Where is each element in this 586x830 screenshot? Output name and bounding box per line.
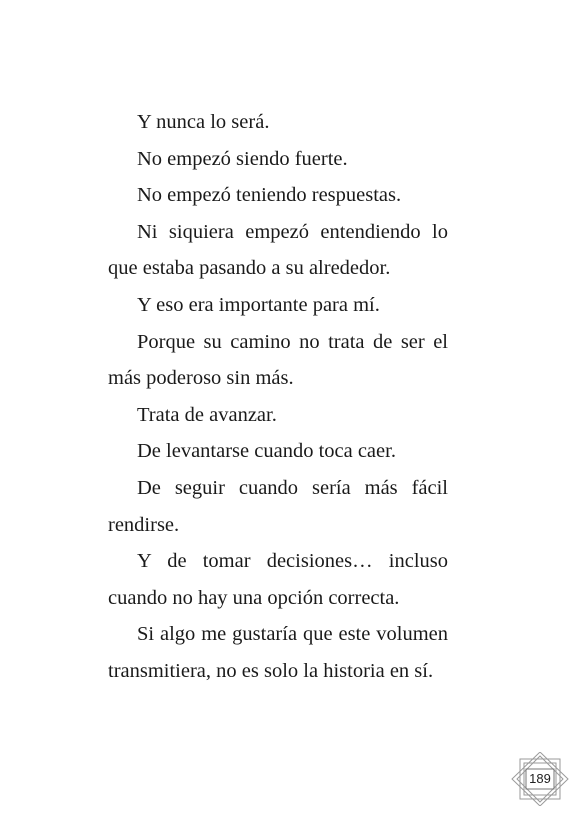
paragraph: Trata de avanzar.	[137, 403, 277, 426]
paragraph: Ni siquiera empezó entendiendo lo que estaba pasando a su alrededor.	[108, 220, 448, 280]
page-number: 189	[529, 771, 551, 786]
paragraph: No empezó siendo fuerte.	[137, 147, 348, 170]
paragraph: Si algo me gustaría que este volumen transmitiera, no es solo la historia en sí.	[108, 623, 448, 682]
paragraph: Y nunca lo será.	[137, 111, 270, 133]
paragraph: De levantarse cuando toca caer.	[137, 440, 396, 463]
paragraph: No empezó teniendo respuestas.	[137, 184, 402, 207]
paragraph: Porque su camino no trata de ser el más poderoso sin más.	[108, 330, 448, 390]
paragraph: De seguir cuando sería más fácil rendirse.	[108, 476, 448, 536]
body-text	[108, 104, 448, 690]
paragraph: Y de tomar decisiones… incluso cuando no hay una opción correcta.	[108, 550, 448, 609]
page-number-ornament	[509, 752, 571, 806]
paragraph: Y eso era importante para mí.	[137, 293, 380, 316]
